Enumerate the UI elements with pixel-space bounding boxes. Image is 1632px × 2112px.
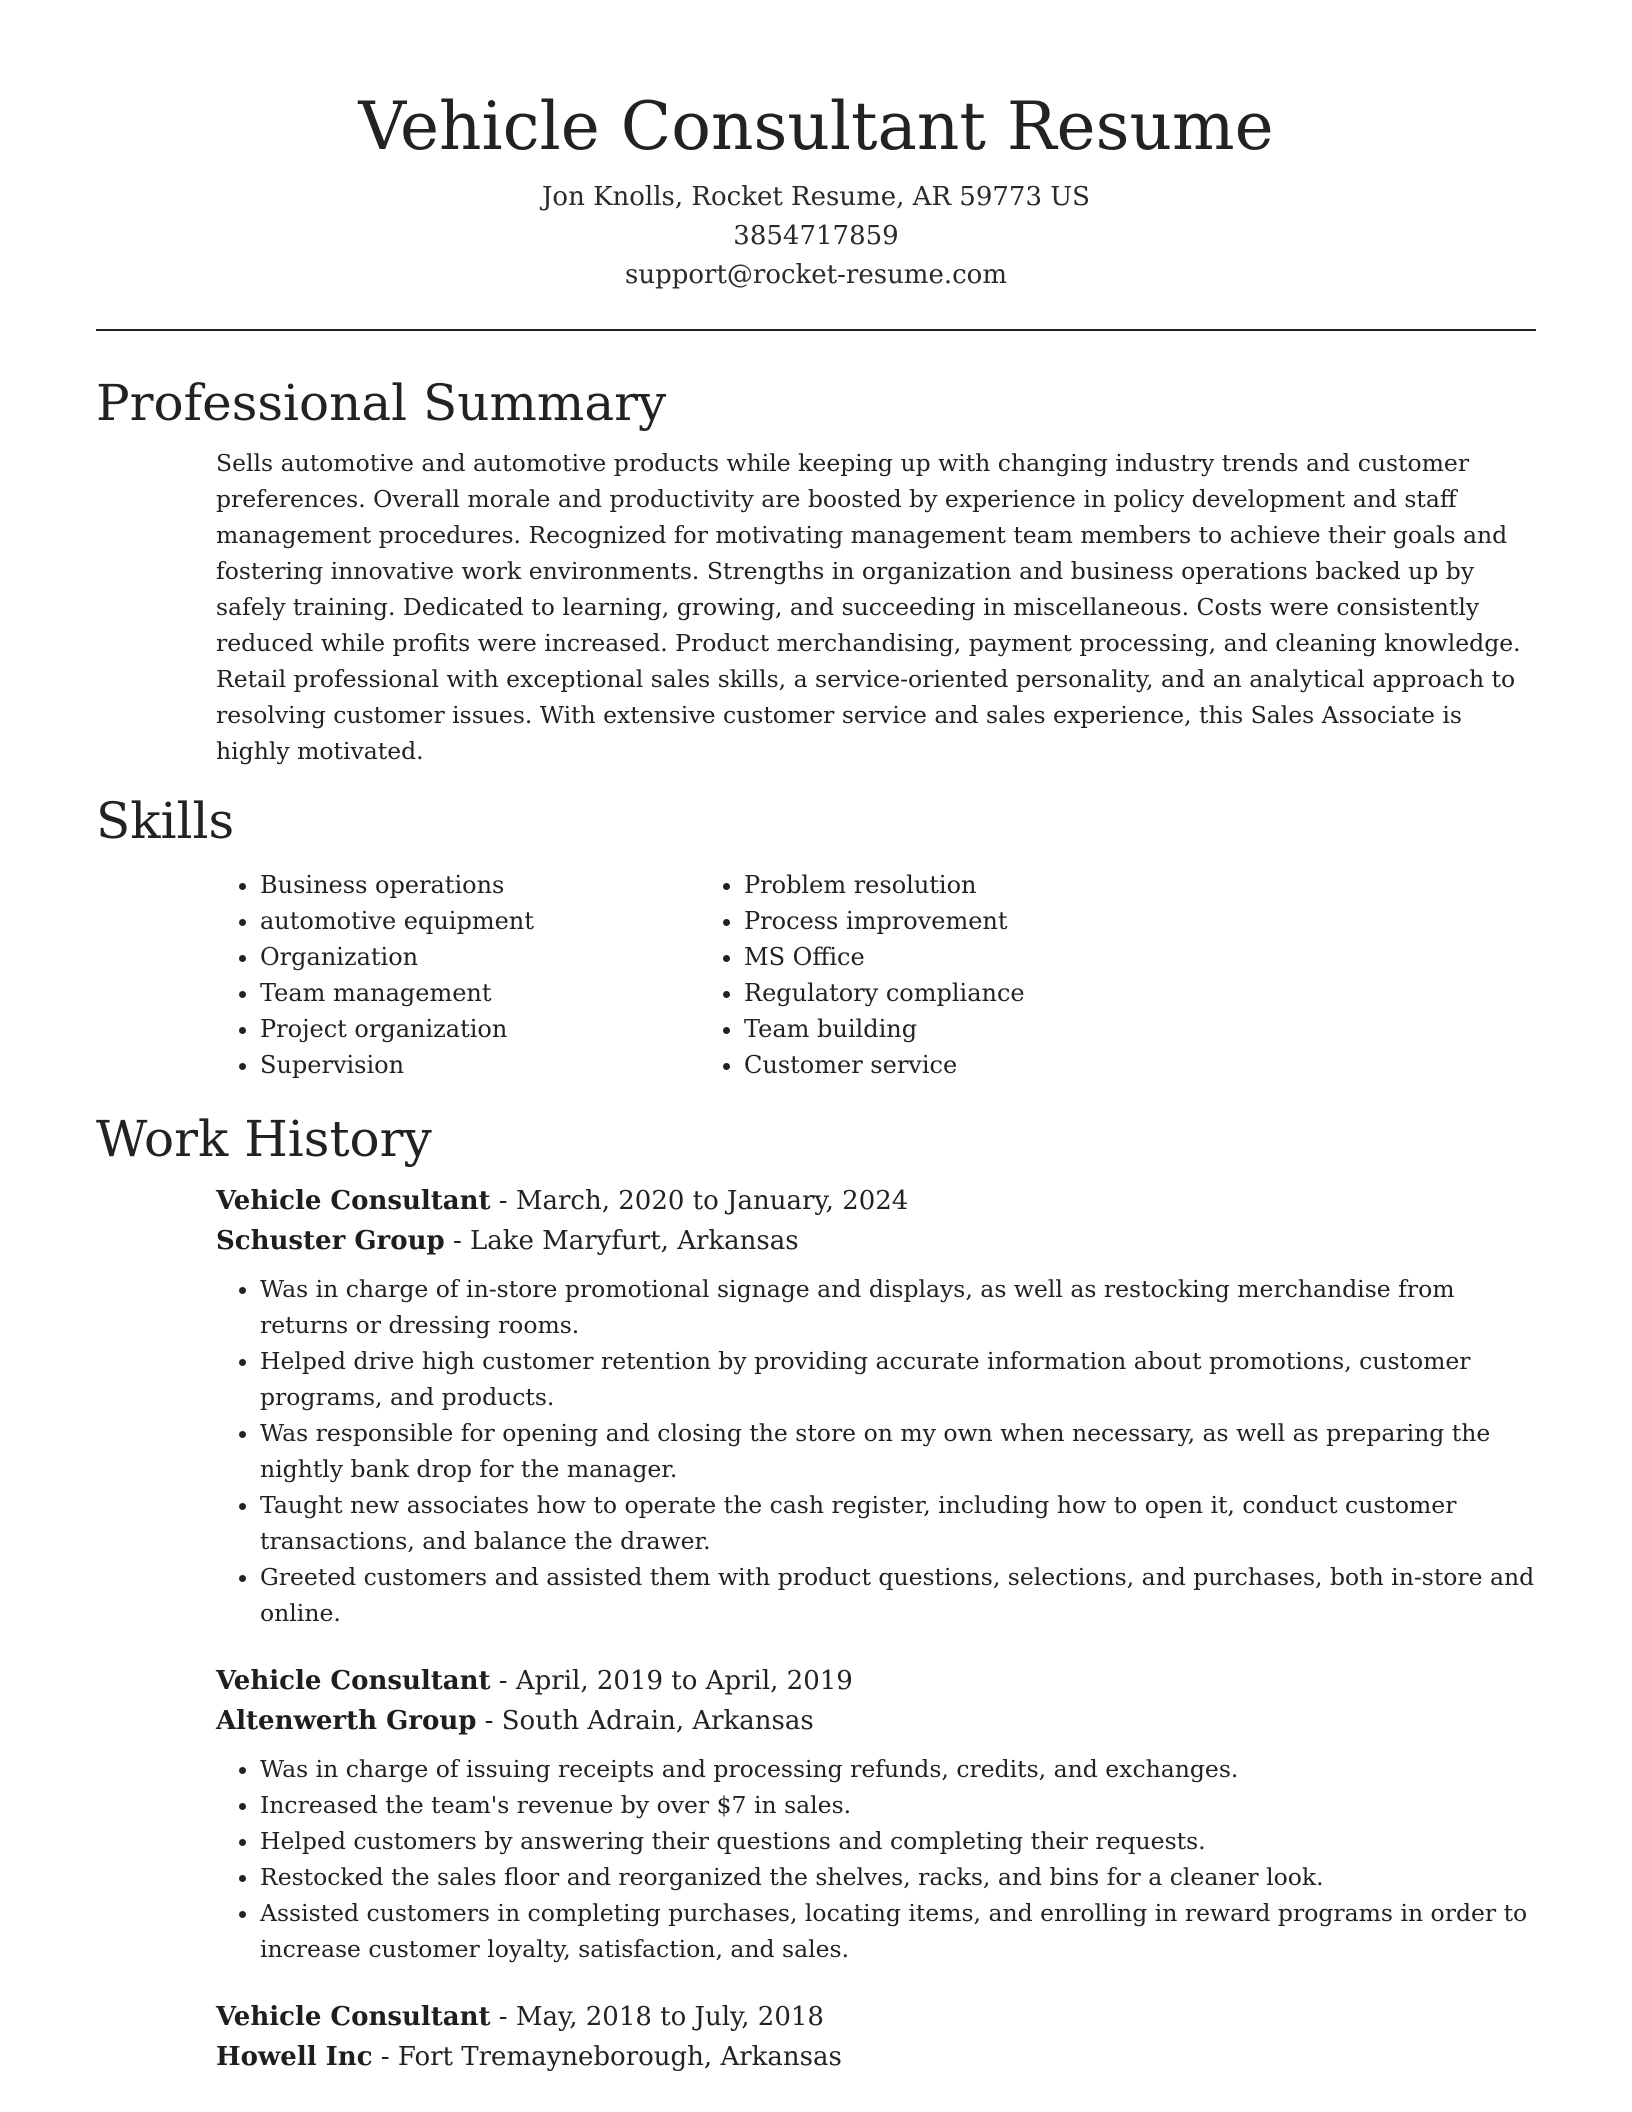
job-location: - Lake Maryfurt, Arkansas (444, 1226, 799, 1256)
job-company-line (216, 1221, 1536, 1261)
skills-list (96, 867, 1536, 1083)
job-role-line (216, 1181, 1536, 1221)
skill-item: • Project organization (260, 1011, 582, 1047)
job-bullet: • Restocked the sales floor and reorganized the shelves, racks, and bins for a cleaner look. (260, 1859, 1536, 1895)
skill-item: • automotive equipment (260, 903, 582, 939)
job-company: Howell Inc (216, 2042, 373, 2072)
job-entry (216, 1661, 1536, 1967)
job-bullet: • Increased the team's revenue by over $7 in sales. (260, 1787, 1536, 1823)
job-company-line (216, 2037, 1536, 2077)
summary-text: Sells automotive and automotive products while keeping up with changing industry trends and customer preferences. Overall morale and productivity are boosted by experience in policy development and staff management procedures. Recognized for motivating management team members to achieve their goals and fostering innovative work environments. Strengths in organization and business operations backed up by safely training. Dedicated to learning, growing, and succeeding in miscellaneous. Costs were consistently reduced while profits were increased. Product merchandising, payment processing, and cleaning knowledge. Retail professional with exceptional sales skills, a service-oriented personality, and an analytical approach to resolving customer issues. With extensive customer service and sales experience, this Sales Associate is highly motivated. (216, 449, 1521, 765)
job-bullet: • Was in charge of in-store promotional signage and displays, as well as restocking merchandise from returns or dressing rooms. (260, 1271, 1536, 1343)
job-bullet: • Was responsible for opening and closing the store on my own when necessary, as well as preparing the nightly bank drop for the manager. (260, 1415, 1536, 1487)
resume-page (96, 0, 1536, 2077)
skill-item: • Business operations (260, 867, 582, 903)
job-entry (216, 1997, 1536, 2077)
job-role: Vehicle Consultant (216, 1666, 491, 1696)
contact-block (96, 178, 1536, 295)
job-bullet: • Taught new associates how to operate the cash register, including how to open it, conduct customer transactions, and balance the drawer. (260, 1487, 1536, 1559)
job-location: - Fort Tremayneborough, Arkansas (372, 2042, 842, 2072)
job-bullet: • Was in charge of issuing receipts and processing refunds, credits, and exchanges. (260, 1751, 1536, 1787)
job-location: - South Adrain, Arkansas (476, 1706, 814, 1736)
skill-item: • Organization (260, 939, 582, 975)
job-dates: - May, 2018 to July, 2018 (490, 2002, 824, 2032)
contact-address: Jon Knolls, Rocket Resume, AR 59773 US (542, 182, 1090, 212)
skill-item: • Customer service (744, 1047, 1025, 1083)
job-bullet: • Assisted customers in completing purchases, locating items, and enrolling in reward programs in order to increase customer loyalty, satisfaction, and sales. (260, 1895, 1536, 1967)
skill-item: • Process improvement (744, 903, 1025, 939)
summary-heading: Professional Summary (96, 374, 667, 432)
job-bullet: • Greeted customers and assisted them with product questions, selections, and purchases, both in-store and online. (260, 1559, 1536, 1631)
job-bullets (216, 1271, 1536, 1631)
resume-header (96, 0, 1536, 295)
header-divider (96, 329, 1536, 331)
job-company: Schuster Group (216, 1226, 445, 1256)
job-role-line (216, 1661, 1536, 1701)
job-entry (216, 1181, 1536, 1631)
resume-title: Vehicle Consultant Resume (358, 88, 1274, 165)
job-role-line (216, 1997, 1536, 2037)
skill-item: • MS Office (744, 939, 1025, 975)
skill-item: • Team building (744, 1011, 1025, 1047)
skills-column-2 (582, 867, 1025, 1083)
skill-item: • Supervision (260, 1047, 582, 1083)
job-role: Vehicle Consultant (216, 1186, 491, 1216)
job-bullets (216, 1751, 1536, 1967)
job-role: Vehicle Consultant (216, 2002, 491, 2032)
job-dates: - March, 2020 to January, 2024 (490, 1186, 909, 1216)
job-bullet: • Helped drive high customer retention by providing accurate information about promotions, customer programs, and products. (260, 1343, 1536, 1415)
skill-item: • Regulatory compliance (744, 975, 1025, 1011)
skill-item: • Team management (260, 975, 582, 1011)
work-history-heading: Work History (96, 1110, 432, 1168)
contact-email: support@rocket-resume.com (624, 260, 1007, 290)
skills-column-1 (96, 867, 582, 1083)
job-company: Altenwerth Group (216, 1706, 477, 1736)
skills-heading: Skills (96, 792, 235, 850)
skill-item: • Problem resolution (744, 867, 1025, 903)
job-bullet: • Helped customers by answering their questions and completing their requests. (260, 1823, 1536, 1859)
job-company-line (216, 1701, 1536, 1741)
contact-phone: 3854717859 (733, 221, 899, 251)
job-dates: - April, 2019 to April, 2019 (490, 1666, 853, 1696)
